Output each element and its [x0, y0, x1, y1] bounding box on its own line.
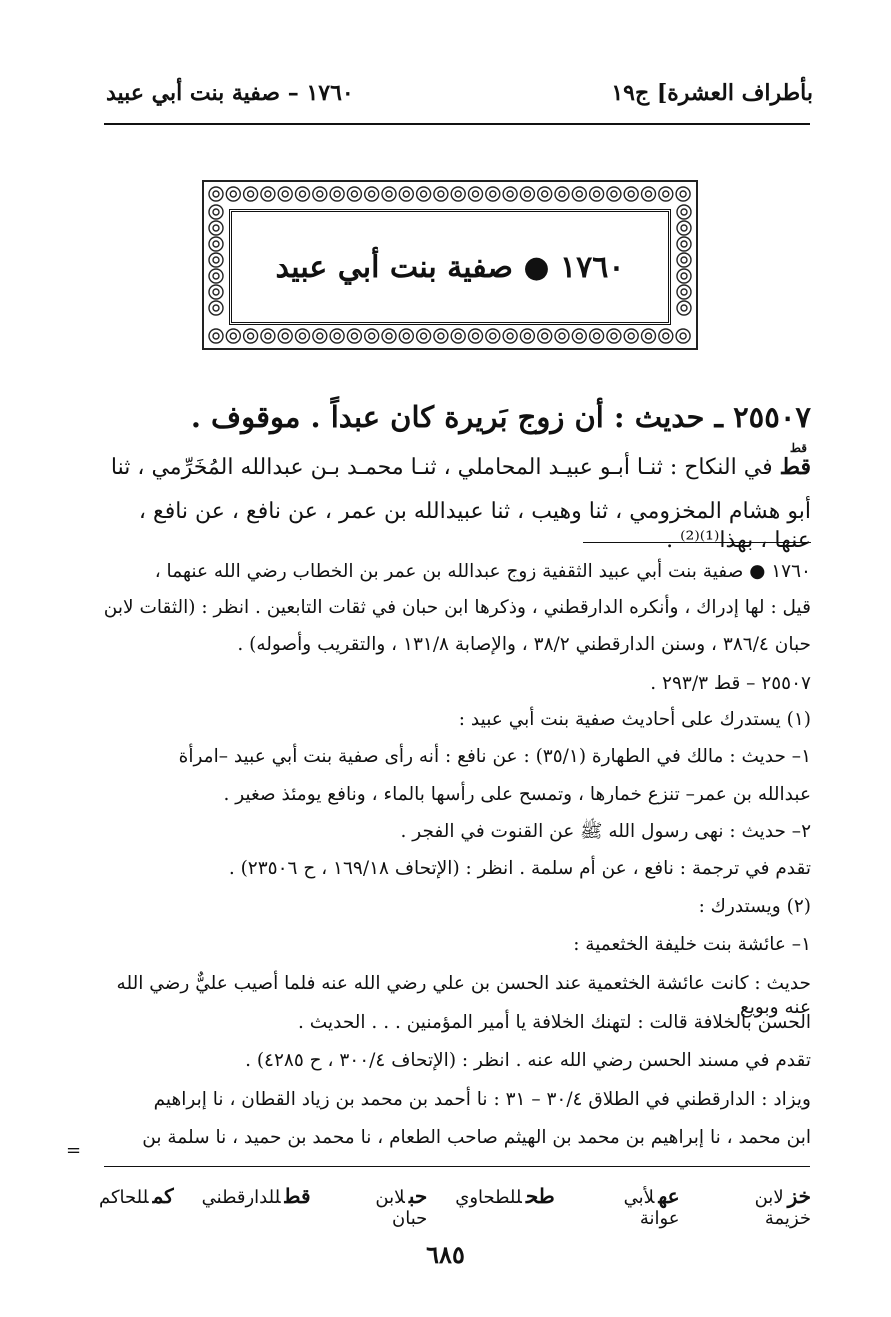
abbreviation-code: عه	[658, 1184, 680, 1208]
footnote-line: ابن محمد ، نا إبراهيم بن محمد بن الهيثم صاحب الطعام ، نا محمد بن حميد ، نا سلمة بن	[142, 1127, 811, 1148]
source-code: قط	[779, 454, 811, 480]
footnote-line: ١٧٦٠ ● صفية بنت أبي عبيد الثقفية زوج عبدالله بن عمر بن الخطاب رضي الله عنهما ،	[154, 561, 811, 582]
abbreviation-label: للطحاوي	[455, 1187, 522, 1208]
abbreviation-item	[708, 1184, 811, 1229]
abbreviation-code: خز	[787, 1184, 811, 1208]
abbreviation-label: لأبي عوانة	[623, 1187, 680, 1229]
footnote-line: (١) يستدرك على أحاديث صفية بنت أبي عبيد :	[458, 709, 811, 730]
abbreviation-label: للدارقطني	[201, 1187, 281, 1208]
footnote-line: (٢) ويستدرك :	[698, 896, 811, 917]
hadith-line-2: أبو هشام المخزومي ، ثنا وهيب ، ثنا عبيدالله بن عمر ، عن نافع ، عن نافع ، عنها ، بهذا⁽¹⁾⁽²⁾ .	[138, 499, 811, 553]
footnote-line: عبدالله بن عمر– تنزع خمارها ، وتمسح على رأسها بالماء ، ونافع يومئذ صغير .	[223, 784, 811, 805]
footnote-separator	[583, 542, 811, 543]
hadith-line-1-text: في النكاح : ثنـا أبـو عبيـد المحاملي ، ثنـا محمـد بـن عبدالله المُخَرِّمي ، ثنا	[110, 455, 780, 480]
entry-title: ١٧٦٠ ● صفية بنت أبي عبيد	[275, 249, 625, 285]
abbreviation-code: حب	[408, 1184, 428, 1208]
abbreviation-key	[99, 1184, 811, 1229]
hadith-heading: ٢٥٥٠٧ ـ حديث : أن زوج بَريرة كان عبداً . موقوف .	[190, 400, 811, 434]
abbreviation-item	[99, 1184, 174, 1229]
source-mark: قط	[789, 441, 807, 455]
running-head-entry: ١٧٦٠ – صفية بنت أبي عبيد	[106, 80, 354, 106]
continuation-mark: =	[66, 1140, 82, 1161]
footnote-line: حديث : كانت عائشة الخثعمية عند الحسن بن علي رضي الله عنه فلما أصيب عليٌّ رضي الله عنه وبويع	[116, 973, 811, 1019]
abbreviation-item	[583, 1184, 680, 1229]
footnote-line: ويزاد : الدارقطني في الطلاق ٣٠/٤ – ٣١ : نا أحمد بن محمد بن زياد القطان ، نا إبراهيم	[153, 1089, 811, 1110]
running-head-book: بأطراف العشرة] ج١٩	[611, 80, 813, 106]
hadith-line-1	[99, 453, 811, 483]
abbreviation-label: لابن حبان	[375, 1187, 428, 1229]
abbreviation-rule	[104, 1166, 810, 1167]
footnote-line: ٢– حديث : نهى رسول الله ﷺ عن القنوت في الفجر .	[400, 821, 811, 842]
abbreviation-label: لابن خزيمة	[754, 1187, 811, 1229]
footnote-line: ٢٥٥٠٧ – قط ٢٩٣/٣ .	[650, 673, 811, 694]
abbreviation-item	[339, 1184, 428, 1229]
abbreviation-label: للحاكم	[99, 1187, 149, 1208]
abbreviation-code: قط	[284, 1184, 311, 1208]
footnote-line: قيل : لها إدراك ، وأنكره الدارقطني ، وذكرها ابن حبان في ثقات التابعين . انظر : (الثقات لابن	[103, 597, 811, 618]
abbreviation-code: طح	[525, 1184, 555, 1208]
footnote-line: ١– حديث : مالك في الطهارة (٣٥/١) : عن نافع : أنه رأى صفية بنت أبي عبيد –امرأة	[178, 746, 811, 767]
abbreviation-item	[455, 1184, 554, 1229]
footnote-line: تقدم في مسند الحسن رضي الله عنه . انظر : (الإتحاف ٣٠٠/٤ ، ح ٤٢٨٥) .	[245, 1050, 811, 1071]
abbreviation-item	[202, 1184, 311, 1229]
footnote-line: ١– عائشة بنت خليفة الخثعمية :	[573, 934, 811, 955]
footnote-line: الحسن بالخلافة قالت : لتهنك الخلافة يا أمير المؤمنين . . . الحديث .	[298, 1012, 811, 1033]
header-rule	[104, 123, 810, 125]
abbreviation-code: كم	[152, 1184, 174, 1208]
footnote-line: حبان ٣٨٦/٤ ، وسنن الدارقطني ٣٨/٢ ، والإصابة ١٣١/٨ ، والتقريب وأصوله) .	[237, 634, 811, 655]
footnote-line: تقدم في ترجمة : نافع ، عن أم سلمة . انظر : (الإتحاف ١٦٩/١٨ ، ح ٢٣٥٠٦) .	[228, 858, 811, 879]
page-number: ٦٨٥	[426, 1240, 465, 1269]
